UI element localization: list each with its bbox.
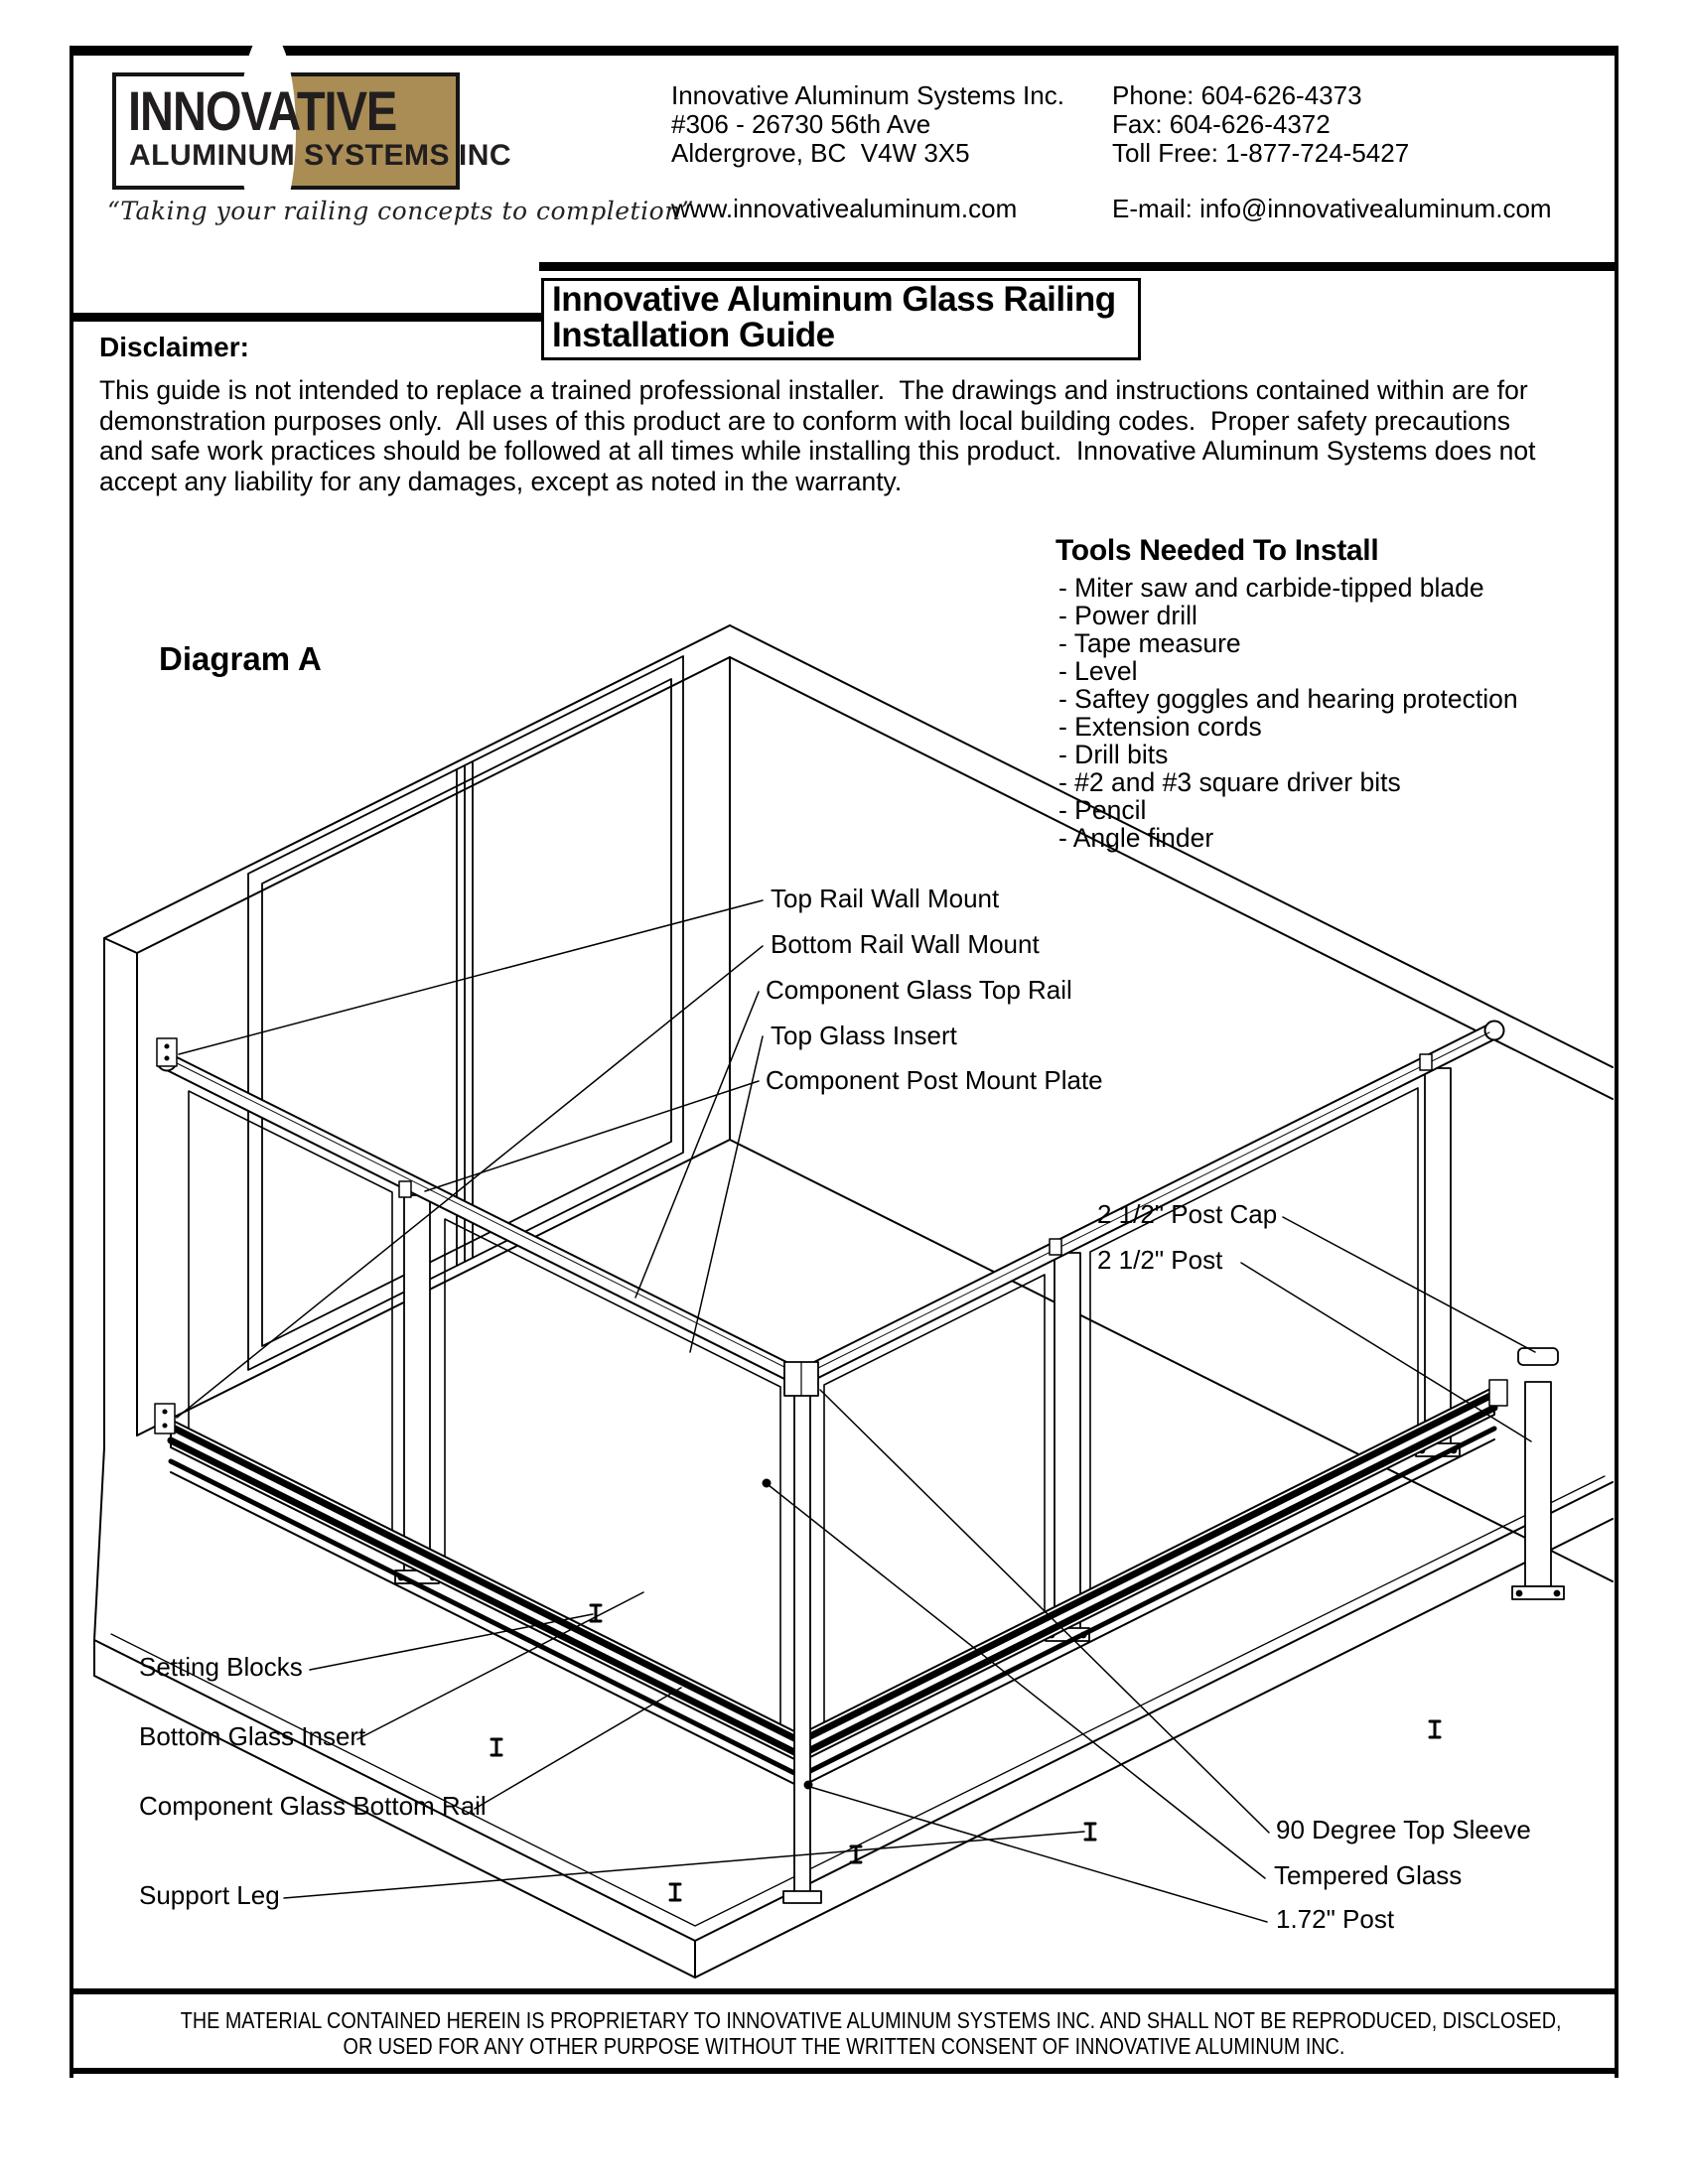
disclaimer-body: This guide is not intended to replace a trained professional installer. The drawings and instructions contained within are for demonstration purposes only. All uses of this product are to conform with local building codes. Proper safety precautions and safe work practices should be followed at all times while installing this product. Innovative Aluminum Systems does not accept any liability for any damages, except as noted in the warranty.: [99, 375, 1543, 496]
tool-item: - Angle finder: [1058, 823, 1214, 853]
logo-text-vative: VATIVE: [240, 79, 397, 142]
leader-dot-post: [804, 1781, 813, 1790]
tool-item: - Saftey goggles and hearing protection: [1058, 684, 1518, 714]
label-top-rail-wall-mount: Top Rail Wall Mount: [771, 884, 1000, 913]
label-tempered-glass: Tempered Glass: [1274, 1860, 1463, 1890]
label-post-2-5: 2 1/2" Post: [1097, 1245, 1223, 1275]
component-post-mount-plate: [399, 1181, 411, 1197]
logo-text-systems: SYSTEMS INC: [304, 139, 512, 172]
post-cap-2-5in: [1518, 1348, 1558, 1365]
component-glass-bottom-rail-right: [800, 1387, 1494, 1787]
label-90-degree-top-sleeve: 90 Degree Top Sleeve: [1276, 1815, 1531, 1844]
label-post-1-72: 1.72" Post: [1276, 1904, 1395, 1934]
tool-item: - Level: [1058, 656, 1138, 686]
company-tollfree: Toll Free: 1-877-724-5427: [1112, 138, 1410, 168]
posts: [395, 1068, 1460, 1641]
label-component-glass-top-rail: Component Glass Top Rail: [766, 975, 1072, 1005]
tool-item: - #2 and #3 square driver bits: [1058, 767, 1401, 797]
post-2-5in: [404, 1195, 430, 1572]
label-post-cap: 2 1/2" Post Cap: [1097, 1199, 1278, 1229]
tool-item: - Tape measure: [1058, 628, 1241, 658]
company-address-line1: #306 - 26730 56th Ave: [671, 109, 931, 139]
tools-heading: Tools Needed To Install: [1055, 534, 1379, 567]
disclaimer-heading: Disclaimer:: [99, 332, 249, 362]
top-rail-wall-mount: [157, 1038, 177, 1066]
support-leg-icon: [670, 1884, 680, 1900]
window: [248, 656, 683, 1370]
mount-hardware: [155, 1038, 1507, 1433]
company-email: E-mail: info@innovativealuminum.com: [1112, 194, 1552, 223]
exploded-post-2-5in: [1512, 1348, 1564, 1599]
logo-text-inno: INNO: [128, 79, 241, 142]
footer-line2: OR USED FOR ANY OTHER PURPOSE WITHOUT THE WRITTEN CONSENT OF INNOVATIVE ALUMINUM INC.: [343, 2033, 1345, 2059]
component-post-mount-plate: [1050, 1239, 1061, 1255]
company-tagline: “Taking your railing concepts to completion”: [107, 197, 695, 225]
support-leg-icon: [1430, 1721, 1440, 1737]
leader-dot-tempered-glass: [763, 1479, 772, 1488]
company-website: www.innovativealuminum.com: [671, 194, 1018, 223]
bottom-rail-end-mount: [1489, 1380, 1507, 1406]
document-title-line1: Innovative Aluminum Glass Railing: [552, 280, 1116, 319]
tool-item: - Drill bits: [1058, 740, 1169, 769]
post-2-5in: [1055, 1253, 1080, 1630]
tool-item: - Miter saw and carbide-tipped blade: [1058, 573, 1484, 603]
label-bottom-rail-wall-mount: Bottom Rail Wall Mount: [771, 929, 1040, 959]
tool-item: - Extension cords: [1058, 712, 1262, 742]
label-bottom-glass-insert: Bottom Glass Insert: [139, 1721, 366, 1751]
document-title-line2: Installation Guide: [552, 316, 835, 354]
logo-text-aluminum: ALUMINUM: [129, 139, 296, 172]
company-phone: Phone: 604-626-4373: [1112, 80, 1362, 110]
tool-item: - Power drill: [1058, 601, 1197, 630]
company-fax: Fax: 604-626-4372: [1112, 109, 1331, 139]
label-setting-blocks: Setting Blocks: [139, 1652, 303, 1682]
support-leg-icon: [851, 1846, 861, 1862]
label-top-glass-insert: Top Glass Insert: [771, 1021, 957, 1050]
label-support-leg: Support Leg: [139, 1880, 280, 1910]
company-name: Innovative Aluminum Systems Inc.: [671, 80, 1064, 110]
90-degree-top-sleeve: [784, 1362, 818, 1396]
label-component-glass-bottom-rail: Component Glass Bottom Rail: [139, 1791, 487, 1821]
hardware-icons: [492, 1605, 1440, 1900]
bottom-rail-wall-mount: [155, 1404, 175, 1433]
proprietary-notice: [70, 1988, 1618, 2074]
footer-line1: THE MATERIAL CONTAINED HEREIN IS PROPRIETARY TO INNOVATIVE ALUMINUM SYSTEMS INC. AND SHALL NOT BE REPRODUCED, DISCLOSED,: [180, 2007, 1562, 2033]
label-component-post-mount-plate: Component Post Mount Plate: [766, 1065, 1103, 1095]
corner-post-1-72in: [783, 1392, 821, 1903]
support-leg-icon: [1085, 1824, 1095, 1840]
diagram-title: Diagram A: [159, 640, 322, 677]
support-leg-icon: [492, 1739, 501, 1755]
component-post-mount-plate: [1420, 1054, 1432, 1070]
tool-item: - Pencil: [1058, 795, 1147, 825]
company-address-line2: Aldergrove, BC V4W 3X5: [671, 138, 970, 168]
